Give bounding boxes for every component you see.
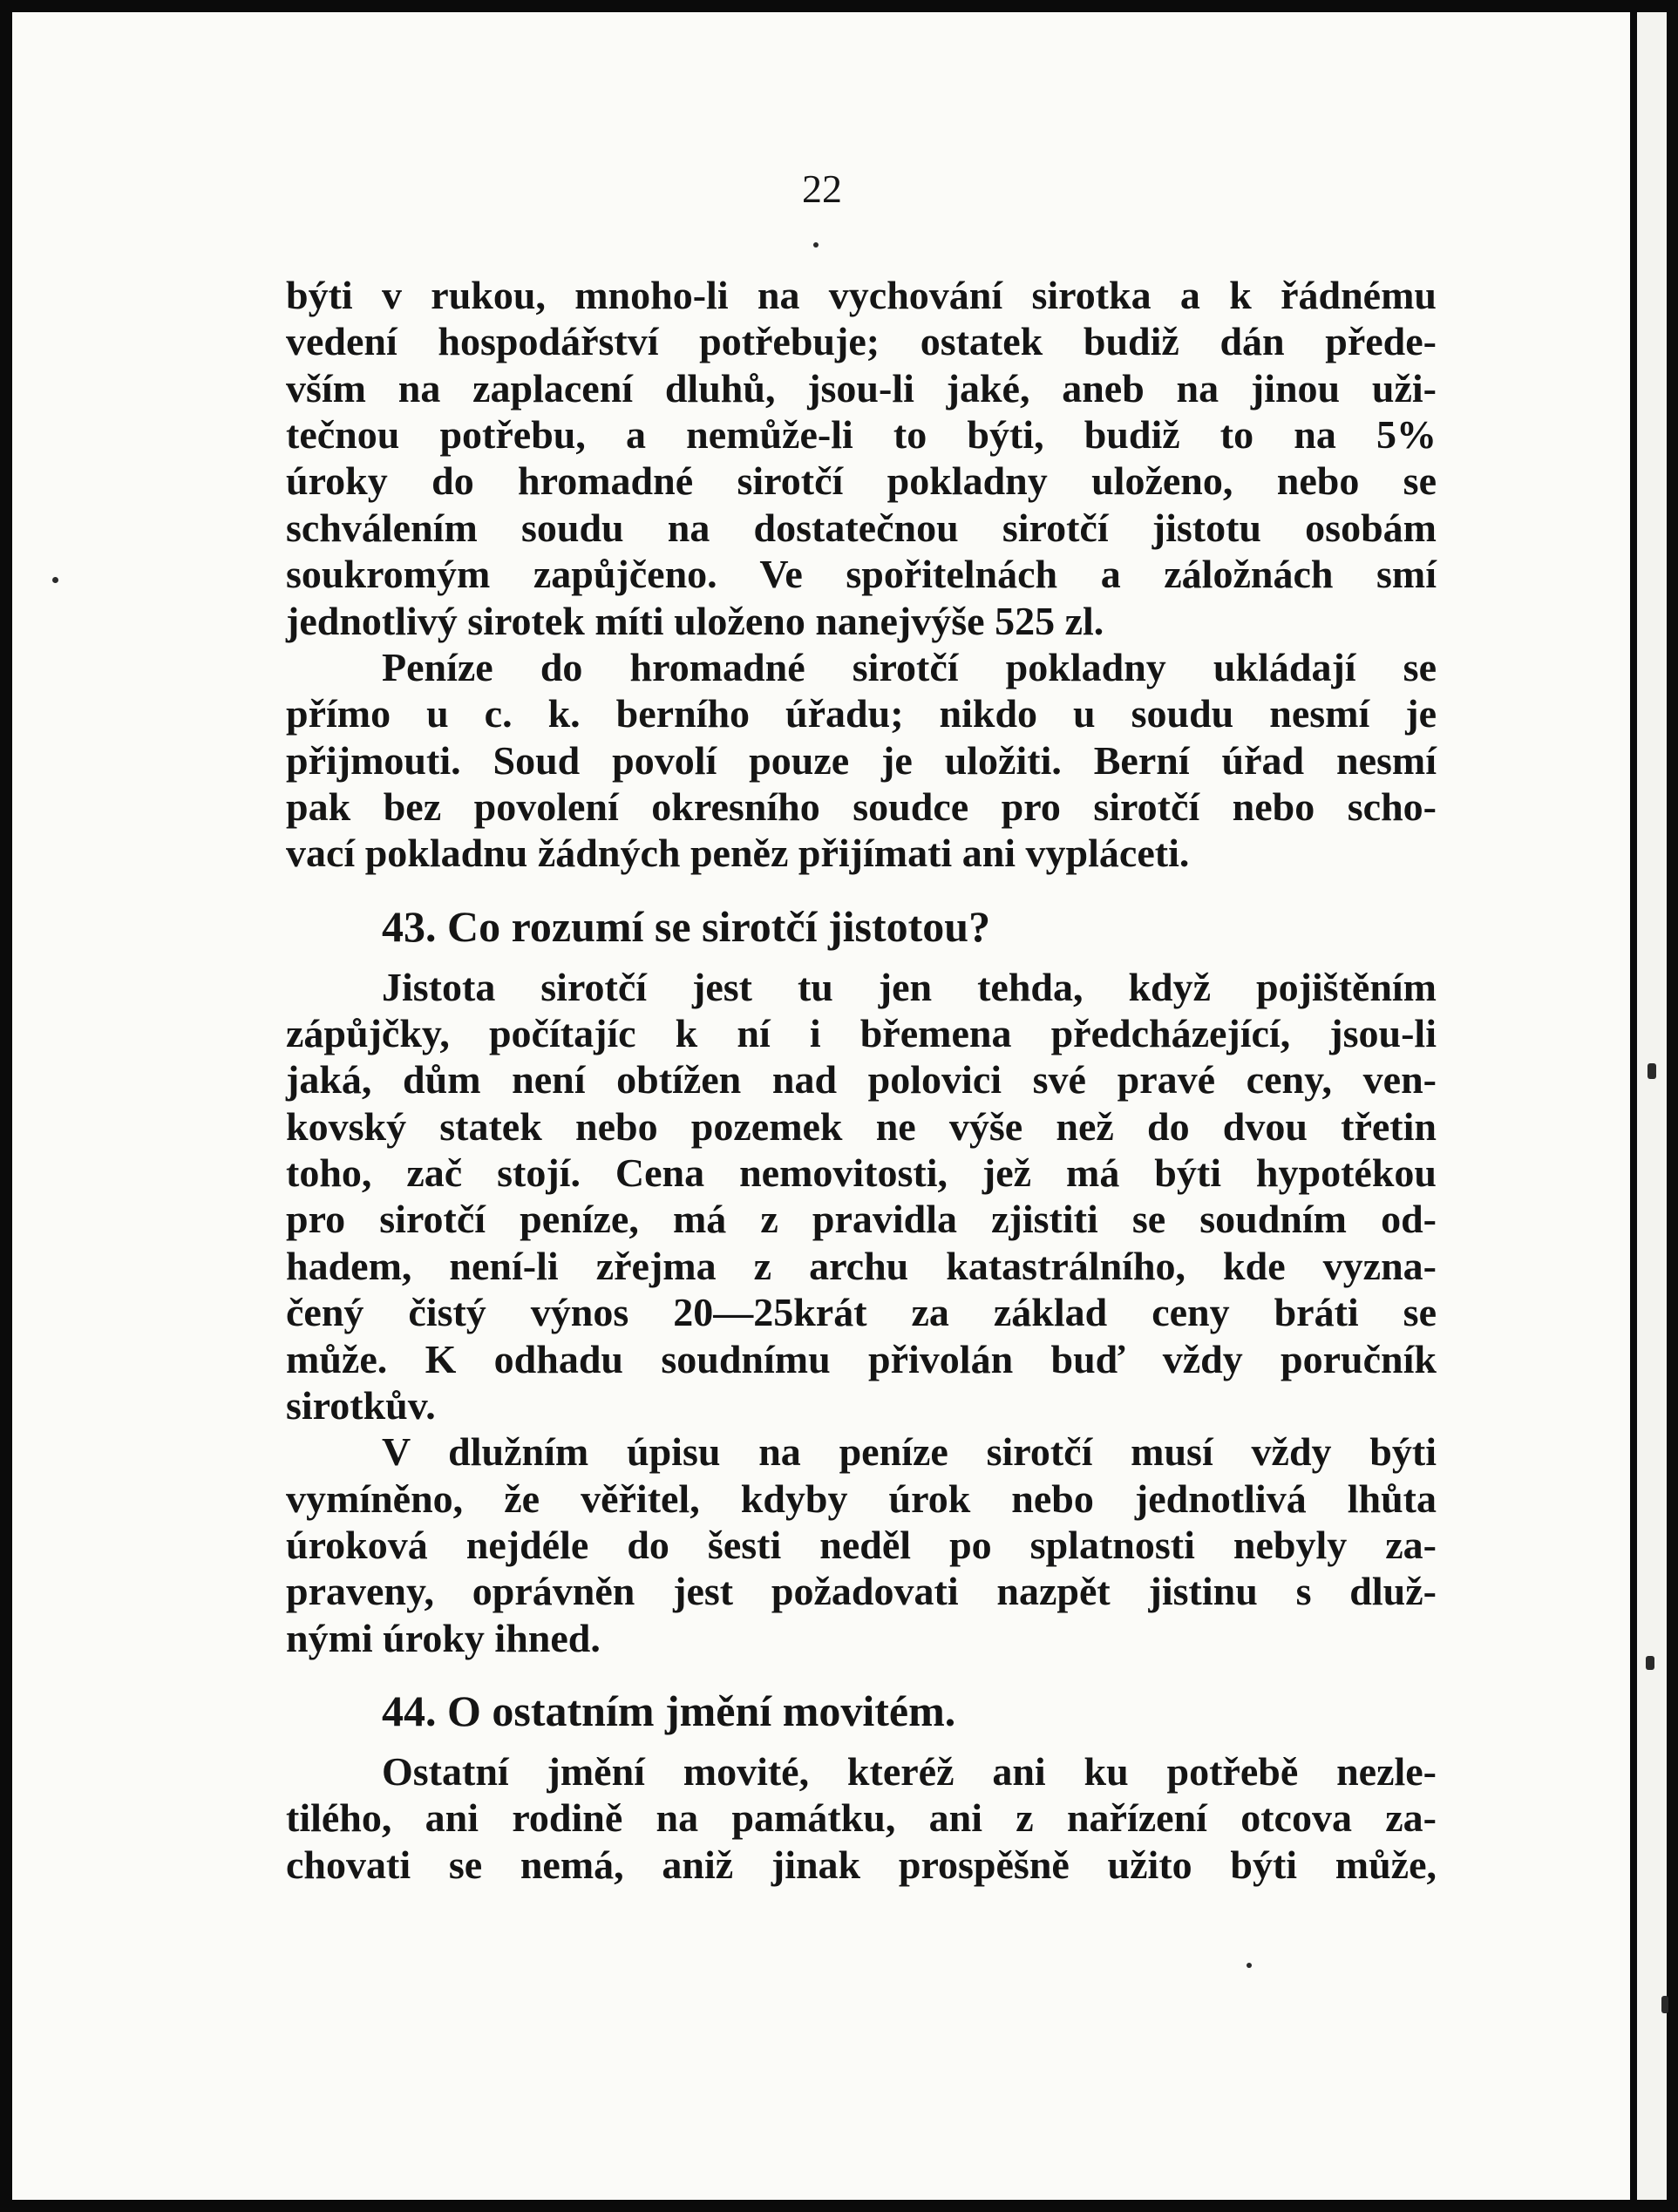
text-line: vedení hospodářství potřebuje; ostatek budiž dán přede- [286, 319, 1437, 364]
text-line: Peníze do hromadné sirotčí pokladny ukládají se [382, 644, 1437, 689]
paragraph [286, 1748, 1437, 1888]
text-line: přímo u c. k. berního úřadu; nikdo u soudu nesmí je [286, 691, 1437, 736]
text-line: pak bez povolení okresního soudce pro sirotčí nebo scho- [286, 784, 1437, 829]
text-line: tilého, ani rodině na památku, ani z nařízení otcova za- [286, 1795, 1437, 1841]
text-line: jednotlivý sirotek míti uloženo nanejvýše 525 zl. [286, 598, 1104, 643]
text-line: pro sirotčí peníze, má z pravidla zjistiti se soudním od- [286, 1197, 1437, 1242]
text-line: vací pokladnu žádných peněz přijímati ani vypláceti. [286, 831, 1190, 876]
text-line: nými úroky ihned. [286, 1615, 601, 1660]
section-43-heading: 43. Co rozumí se sirotčí jistotou? [382, 901, 991, 951]
text-line: toho, zač stojí. Cena nemovitosti, jež má býti hypotékou [286, 1150, 1437, 1196]
next-page-edge [1637, 12, 1667, 2200]
paragraph [286, 1428, 1437, 1661]
text-line: kovský statek nebo pozemek ne výše než do dvou třetin [286, 1103, 1437, 1149]
paragraph [286, 964, 1437, 1429]
text-line: jaká, dům není obtížen nad polovici své pravé ceny, ven- [286, 1057, 1437, 1103]
text-line: býti v rukou, mnoho-li na vychování sirotka a k řádnému [286, 273, 1437, 317]
text-line: Ostatní jmění movité, kteréž ani ku potřebě nezle- [382, 1749, 1437, 1795]
text-line: může. K odhadu soudnímu přivolán buď vždy poručník [286, 1336, 1437, 1381]
text-line: chovati se nemá, aniž jinak prospěšně užito býti může, [286, 1842, 1437, 1887]
scan-speck [813, 242, 819, 248]
page-body [286, 272, 1437, 1888]
text-line: V dlužním úpisu na peníze sirotčí musí vždy býti [382, 1429, 1437, 1475]
text-line: tečnou potřebu, a nemůže-li to býti, budiž to na 5% [286, 412, 1437, 458]
text-line: úroková nejdéle do šesti neděl po splatnosti nebyly za- [286, 1522, 1437, 1567]
text-line: hadem, není-li zřejma z archu katastrálního, kde vyzna- [286, 1243, 1437, 1288]
paragraph [286, 644, 1437, 877]
scan-speck [1647, 1063, 1656, 1079]
text-line: vymíněno, že věřitel, kdyby úrok nebo jednotlivá lhůta [286, 1476, 1437, 1521]
text-line: zápůjčky, počítajíc k ní i břemena předcházející, jsou-li [286, 1011, 1437, 1056]
paragraph [286, 272, 1437, 644]
scan-speck [1247, 1963, 1252, 1968]
text-line: sirotkův. [286, 1382, 436, 1428]
scan-speck [52, 577, 58, 583]
text-line: Jistota sirotčí jest tu jen tehda, když pojištěním [382, 964, 1437, 1009]
section-44-heading: 44. O ostatním jmění movitém. [382, 1686, 956, 1736]
text-line: přijmouti. Soud povolí pouze je uložiti. Berní úřad nesmí [286, 737, 1437, 783]
text-line: praveny, oprávněn jest požadovati nazpět jistinu s dluž- [286, 1569, 1437, 1614]
text-line: soukromým zapůjčeno. Ve spořitelnách a záložnách smí [286, 552, 1437, 597]
scan-speck [1646, 1656, 1654, 1670]
text-line: vším na zaplacení dluhů, jsou-li jaké, aneb na jinou uži- [286, 365, 1437, 411]
text-line: úroky do hromadné sirotčí pokladny uloženo, nebo se [286, 458, 1437, 504]
page-number: 22 [802, 166, 842, 211]
scan-speck [1661, 1996, 1668, 2013]
text-line: schválením soudu na dostatečnou sirotčí jistotu osobám [286, 505, 1437, 550]
text-line: čený čistý výnos 20—25krát za základ ceny bráti se [286, 1290, 1437, 1335]
